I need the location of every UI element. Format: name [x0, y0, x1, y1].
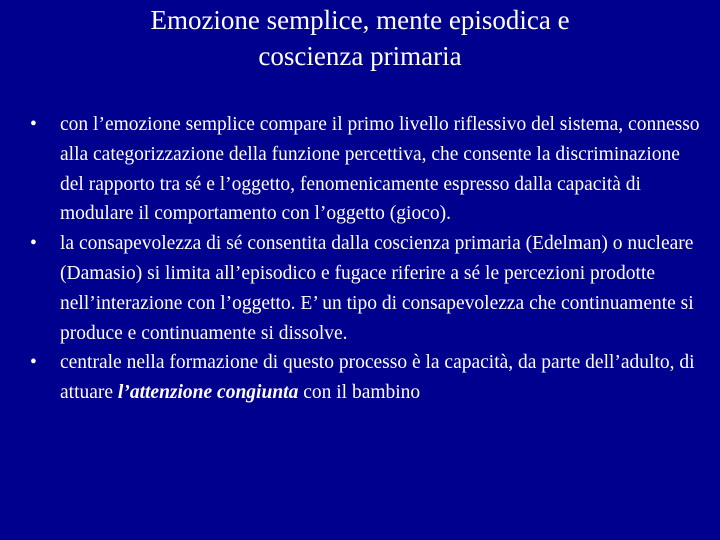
bullet-marker: • — [30, 114, 37, 135]
bullet-item-2 — [30, 229, 700, 348]
slide-title — [60, 2, 660, 74]
slide-title-line-2: coscienza primaria — [258, 41, 462, 71]
bullet-list — [30, 110, 700, 408]
bullet-text: la consapevolezza di sé consentita dalla coscienza primaria (Edelman) o nucleare (Damasio) si limita all’episodico e fugace riferire a sé le percezioni prodotte nell’interazione con l’oggetto. E’ un tipo di consapevolezza che continuamente si produce e continuamente si dissolve. — [60, 233, 694, 344]
bullet-text-after: con il bambino — [298, 382, 421, 404]
slide-title-line-1: Emozione semplice, mente episodica e — [150, 5, 570, 35]
bullet-marker: • — [30, 233, 37, 255]
bullet-item-1 — [30, 110, 700, 229]
bullet-text-emphasis: l’attenzione congiunta — [117, 382, 299, 404]
bullet-marker: • — [30, 352, 37, 374]
bullet-item-3 — [30, 348, 700, 408]
bullet-text: con l’emozione semplice compare il primo livello riflessivo del sistema, connesso alla categorizzazione della funzione percettiva, che consente la discriminazione del rapporto tra sé e l’oggetto, fenomenicamente espresso dalla capacità di modulare il comportamento con l’oggetto (gioco). — [60, 114, 700, 225]
bullet-text-before: centrale nella formazione di questo processo è la capacità, da parte dell’adulto, di attuare — [60, 352, 695, 404]
